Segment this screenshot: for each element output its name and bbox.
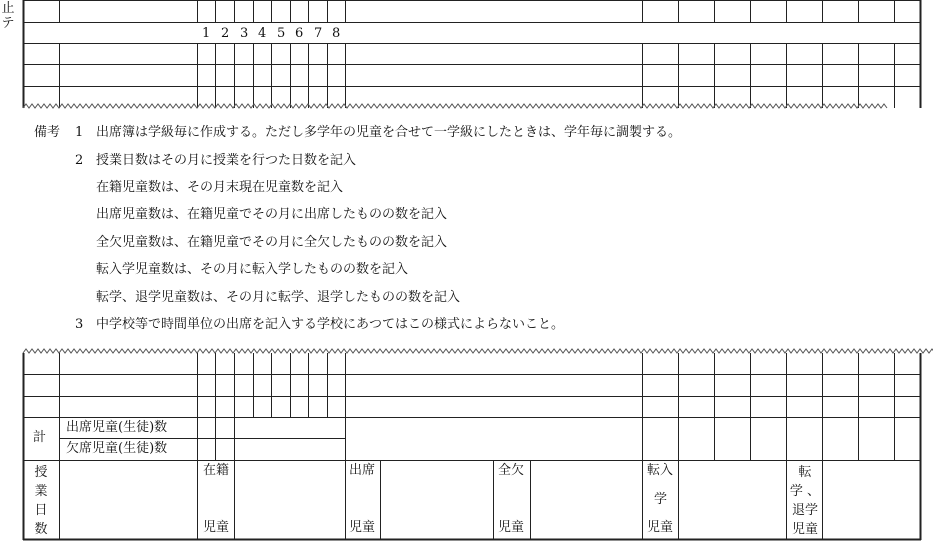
transfer-in-label-bottom: 児童 xyxy=(647,520,674,535)
day-number: 4 xyxy=(258,26,267,41)
day-number: 8 xyxy=(332,26,341,41)
day-number: 1 xyxy=(202,26,211,41)
transfer-out-label: 転 学 、 退学 児童 xyxy=(789,465,821,537)
note-text: 中学校等で時間単位の出席を記入する学校にあつてはこの様式によらないこと。 xyxy=(96,317,565,332)
present-count-label: 出席児童(生徒)数 xyxy=(66,420,168,435)
note-text: 在籍児童数は、その月末現在児童数を記入 xyxy=(96,180,344,195)
school-days-label: 授 業 日 数 xyxy=(34,465,48,537)
note-text: 出席児童数は、在籍児童でその月に出席したものの数を記入 xyxy=(96,207,448,222)
enrolled-label-top: 在籍 xyxy=(203,463,230,478)
side-label: 止 テ xyxy=(1,1,15,31)
note-text: 授業日数はその月に授業を行つた日数を記入 xyxy=(96,153,357,168)
full-absence-label-bottom: 児童 xyxy=(498,520,525,535)
day-number: 5 xyxy=(277,26,286,41)
note-number: 2 xyxy=(75,153,84,168)
enrolled-label-bottom: 児童 xyxy=(203,520,230,535)
transfer-in-label-mid: 学 xyxy=(654,492,668,507)
notes-heading: 備考 xyxy=(34,125,61,140)
day-number: 3 xyxy=(240,26,249,41)
total-label: 計 xyxy=(33,430,47,445)
day-number: 2 xyxy=(221,26,230,41)
absent-count-label: 欠席児童(生徒)数 xyxy=(66,441,168,456)
note-text: 転入学児童数は、その月に転入学したものの数を記入 xyxy=(96,262,409,277)
note-text: 全欠児童数は、在籍児童でその月に全欠したものの数を記入 xyxy=(96,235,448,250)
note-text: 出席簿は学級毎に作成する。ただし多学年の児童を合せて一学級にしたときは、学年毎に調製する。 xyxy=(96,125,682,140)
day-number: 7 xyxy=(314,26,323,41)
note-number: 3 xyxy=(75,317,84,332)
transfer-in-label-top: 転入 xyxy=(647,463,674,478)
note-number: 1 xyxy=(75,125,84,140)
note-text: 転学、退学児童数は、その月に転学、退学したものの数を記入 xyxy=(96,290,461,305)
attendance-label-bottom: 児童 xyxy=(349,520,376,535)
attendance-label-top: 出席 xyxy=(349,463,376,478)
day-number: 6 xyxy=(295,26,304,41)
full-absence-label-top: 全欠 xyxy=(498,463,525,478)
